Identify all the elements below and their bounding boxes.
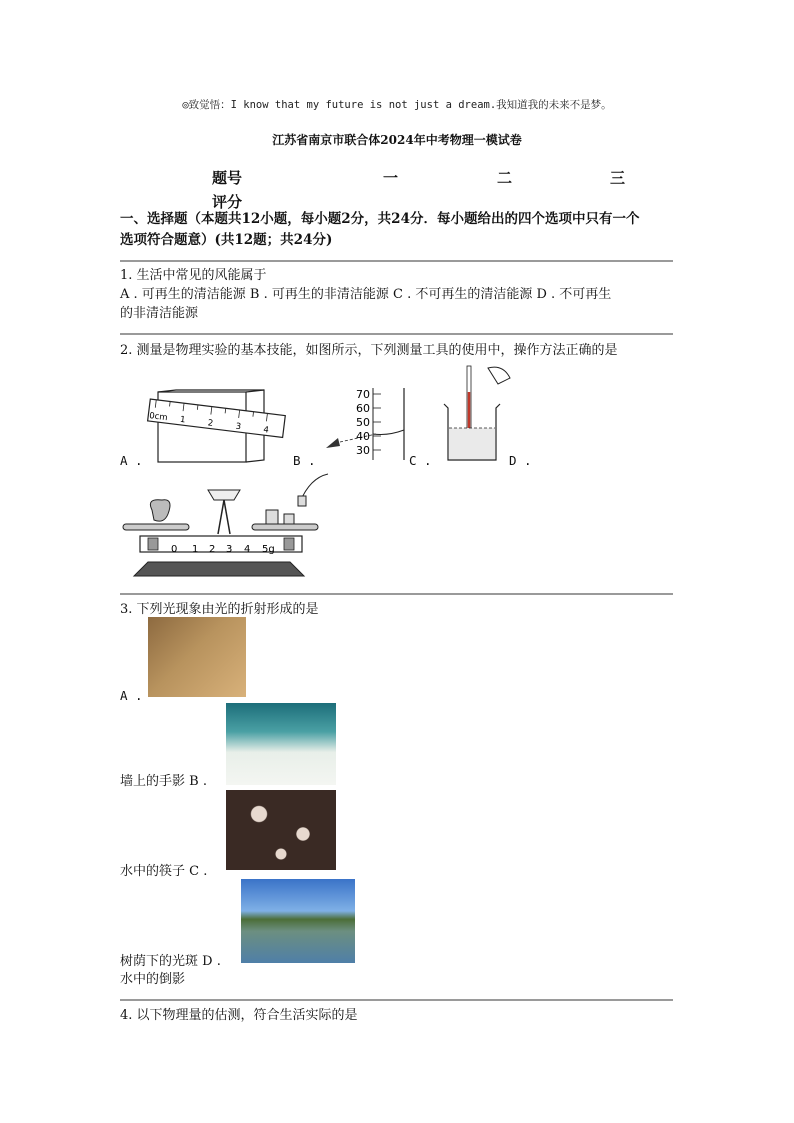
balance-mark: 3	[226, 544, 233, 555]
balance-mark: 4	[244, 544, 251, 555]
ruler-tick-label: 2	[207, 418, 214, 429]
score-table-col-1: 一	[383, 169, 399, 187]
motto: ◎致觉悟：I know that my future is not just a dream.我知道我的未来不是梦。	[182, 99, 612, 111]
question-2-figures	[118, 362, 678, 584]
ruler-tick-label: 4	[262, 425, 270, 436]
score-table-col-3: 三	[610, 169, 626, 187]
hand-shadow-photo	[148, 617, 246, 697]
cylinder-mark: 50	[356, 416, 370, 429]
figure-d-thermometer-beaker	[444, 366, 510, 460]
question-2-option-d: D .	[509, 453, 532, 468]
question-4-stem: 4. 以下物理量的估测，符合生活实际的是	[120, 1008, 358, 1023]
balance-mark: 5g	[262, 544, 275, 555]
eye-icon	[326, 438, 340, 448]
section-heading	[120, 209, 680, 251]
cylinder-mark: 30	[356, 444, 370, 457]
ruler-tick-label: 1	[179, 414, 186, 426]
score-table-row-label-2: 评分	[212, 193, 243, 211]
question-2-option-c: C .	[409, 453, 432, 468]
question-2-option-a: A .	[120, 453, 143, 468]
question-1	[120, 266, 676, 323]
figure-balance	[123, 474, 328, 576]
score-table-row-label-1: 题号	[212, 169, 243, 187]
light-spots-photo	[226, 790, 336, 870]
cylinder-mark: 40	[356, 430, 370, 443]
question-3-option-c: 水中的筷子 C .	[120, 864, 208, 879]
figure-b-eye-cylinder	[326, 388, 404, 460]
divider	[120, 593, 673, 595]
ruler-tick-label: 0cm	[148, 411, 169, 424]
cylinder-mark: 70	[356, 388, 370, 401]
exam-title: 江苏省南京市联合体2024年中考物理一模试卷	[272, 133, 522, 147]
question-3-stem: 3. 下列光现象由光的折射形成的是	[120, 602, 319, 617]
section-heading-line-1: 一、选择题（本题共12小题，每小题2分，共24分．每小题给出的四个选项中只有一个	[120, 211, 640, 227]
question-3-option-a: A .	[120, 688, 143, 703]
section-heading-line-2: 选项符合题意）(共12题；共24分)	[120, 232, 333, 248]
question-3-option-b: 墙上的手影 B .	[120, 774, 207, 789]
score-table-col-2: 二	[497, 169, 513, 187]
question-3-option-d-text: 水中的倒影	[120, 972, 186, 987]
figure-a-ruler-block	[148, 390, 286, 462]
balance-mark: 1	[192, 544, 199, 555]
divider	[120, 333, 673, 335]
balance-mark: 0	[171, 544, 178, 555]
question-1-stem: 1. 生活中常见的风能属于	[120, 268, 267, 283]
question-2-stem: 2. 测量是物理实验的基本技能，如图所示，下列测量工具的使用中，操作方法正确的是	[120, 343, 618, 358]
divider	[120, 260, 673, 262]
cylinder-mark: 60	[356, 402, 370, 415]
question-1-options-line-2: 的非清洁能源	[120, 306, 199, 321]
question-3-option-d: 树荫下的光斑 D .	[120, 954, 221, 969]
water-reflection-photo	[241, 879, 355, 963]
question-1-options-line-1: A . 可再生的清洁能源 B . 可再生的非清洁能源 C . 不可再生的清洁能源 D . 不可再生	[120, 287, 612, 302]
question-2-option-b: B .	[293, 453, 316, 468]
ruler-tick-label: 3	[234, 421, 242, 433]
balance-mark: 2	[209, 544, 216, 555]
divider	[120, 999, 673, 1001]
